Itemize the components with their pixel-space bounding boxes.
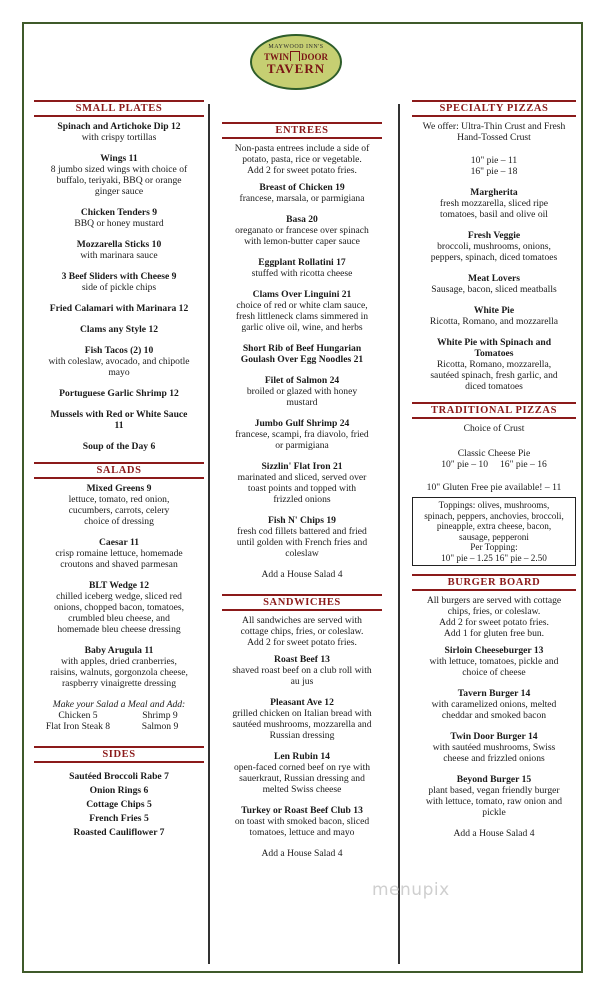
menu-item-description: broiled or glazed with honey: [246, 386, 358, 397]
menu-item: [34, 207, 204, 229]
menu-item-description: pickle: [482, 807, 506, 818]
menu-item: [34, 409, 204, 431]
menu-item-name: 3 Beef Sliders with Cheese 9: [61, 271, 177, 282]
menu-item: [222, 289, 382, 333]
salads-heading: SALADS: [34, 462, 204, 479]
menu-item: [222, 375, 382, 408]
entrees-house-salad: Add a House Salad 4: [261, 569, 343, 580]
menu-item-description: buffalo, teriyaki, BBQ or orange: [56, 175, 182, 186]
side-item: Sautéed Broccoli Rabe 7: [69, 771, 169, 782]
note-line: Non-pasta entrees include a side of: [234, 143, 370, 154]
menu-item-description: Sausage, bacon, sliced meatballs: [431, 284, 557, 295]
entrees-list: [222, 182, 382, 559]
small-plates-heading: SMALL PLATES: [34, 100, 204, 117]
menu-item-name: Roast Beef 13: [274, 654, 330, 665]
burger-house-salad: Add a House Salad 4: [453, 828, 535, 839]
menu-item-description: frizzled onions: [273, 494, 331, 505]
menu-item: [412, 688, 576, 721]
salad-addon-row: [34, 710, 204, 721]
menu-item: [34, 580, 204, 635]
salad-addon: Chicken 5: [58, 710, 98, 721]
door-icon: [290, 51, 300, 61]
burger-note: [412, 595, 576, 639]
logo-inn-text: MAYWOOD INN'S: [268, 44, 324, 50]
burger-board-heading: BURGER BOARD: [412, 574, 576, 591]
note-line: Add 2 for sweet potato fries.: [247, 637, 357, 648]
menu-item-description: cucumbers, carrots, celery: [68, 505, 170, 516]
note-line: potato, pasta, rice or vegetable.: [242, 154, 362, 165]
menu-item-name: Basa 20: [286, 214, 318, 225]
gluten-free-note: 10" Gluten Free pie available! – 11: [426, 482, 562, 493]
menu-item: [34, 303, 204, 314]
specialty-note: [412, 121, 576, 143]
menu-item-name: Margherita: [470, 187, 518, 198]
menu-item: [222, 182, 382, 204]
note-line: We offer: Ultra-Thin Crust and Fresh: [422, 121, 566, 132]
topping-line: pineapple, extra cheese, bacon,: [436, 521, 552, 531]
menu-item-description: choice of dressing: [84, 516, 154, 527]
entrees-heading: ENTREES: [222, 122, 382, 139]
menu-item: [222, 751, 382, 795]
menu-item: [222, 343, 382, 365]
menu-item: [34, 153, 204, 197]
side-item: Cottage Chips 5: [86, 799, 152, 810]
menu-item-name: Breast of Chicken 19: [259, 182, 345, 193]
menu-item-description: melted Swiss cheese: [262, 784, 342, 795]
menu-item-description: with marinara sauce: [80, 250, 158, 261]
note-line: Add 1 for gluten free bun.: [443, 628, 545, 639]
menu-item-name: Beyond Burger 15: [456, 774, 532, 785]
menu-item-name: Sizzlin' Flat Iron 21: [261, 461, 343, 472]
menu-item-description: choice of cheese: [462, 667, 526, 678]
menu-item: [412, 187, 576, 220]
menu-item-description: lettuce, tomato, red onion,: [68, 494, 170, 505]
column-right: [412, 100, 576, 839]
side-item: French Fries 5: [89, 813, 149, 824]
menu-item-description: au jus: [290, 676, 314, 687]
menu-item-name: Short Rib of Beef Hungarian: [242, 343, 362, 354]
menu-item-description: francese, marsala, or parmigiana: [239, 193, 365, 204]
menu-item: [222, 697, 382, 741]
menu-item-description: broccoli, mushrooms, onions,: [437, 241, 551, 252]
menu-item-description: peppers, spinach, diced tomatoes: [430, 252, 558, 263]
topping-line: Per Topping:: [470, 542, 518, 552]
menu-item-description: raisins, walnuts, gorgonzola cheese,: [50, 667, 188, 678]
menu-item-description: croutons and shaved parmesan: [60, 559, 178, 570]
menu-item-name: Mixed Greens 9: [86, 483, 152, 494]
menu-item-description: sautéed mushrooms, mozzarella and: [232, 719, 372, 730]
topping-line: Toppings: olives, mushrooms,: [438, 500, 550, 510]
menu-item-description: stuffed with ricotta cheese: [251, 268, 353, 279]
menu-item-name: Turkey or Roast Beef Club 13: [241, 805, 363, 816]
menu-item-description: tomatoes, basil and olive oil: [440, 209, 548, 220]
menu-item-description: with caramelized onions, melted: [431, 699, 557, 710]
menu-item-description: diced tomatoes: [465, 381, 523, 392]
twin-door-tavern-logo: [250, 34, 342, 90]
sandwiches-list: [222, 654, 382, 838]
menu-item-name: Fresh Veggie: [467, 230, 521, 241]
small-plates-list: [34, 121, 204, 452]
specialty-pizzas-heading: SPECIALTY PIZZAS: [412, 100, 576, 117]
menu-item-name: Mussels with Red or White Sauce: [50, 409, 188, 420]
side-item: Roasted Cauliflower 7: [73, 827, 165, 838]
sandwiches-house-salad: Add a House Salad 4: [261, 848, 343, 859]
menu-item-description: side of pickle chips: [81, 282, 157, 293]
menu-item-description: toast points and topped with: [247, 483, 357, 494]
salad-addons: [34, 710, 204, 732]
menu-item-description: on toast with smoked bacon, sliced: [234, 816, 370, 827]
logo-tavern-text: TAVERN: [266, 61, 326, 76]
logo-door-text: DOOR: [301, 52, 328, 62]
menu-item-name: Fish N' Chips 19: [268, 515, 336, 526]
menu-item-description: fresh littleneck clams simmered in: [235, 311, 369, 322]
column-middle: [222, 122, 382, 859]
menu-item: [34, 537, 204, 570]
burger-list: [412, 645, 576, 818]
salad-addon-row: [34, 721, 204, 732]
menu-item: [222, 515, 382, 559]
topping-line: 10" pie – 1.25 16" pie – 2.50: [441, 552, 547, 563]
sandwiches-heading: SANDWICHES: [222, 594, 382, 611]
menu-item-description: coleslaw: [285, 548, 319, 559]
column-divider: [208, 104, 210, 964]
menu-item-name: Spinach and Artichoke Dip 12: [57, 121, 181, 132]
salad-addon: Salmon 9: [141, 721, 179, 732]
salad-addon: Flat Iron Steak 8: [45, 721, 111, 732]
menu-item: [412, 305, 576, 327]
menu-item-name: Sirloin Cheeseburger 13: [444, 645, 544, 656]
menu-item-description: with crispy tortillas: [81, 132, 157, 143]
menu-item-description: Ricotta, Romano, and mozzarella: [429, 316, 559, 327]
toppings-box: [412, 497, 576, 566]
menu-item-description: with lettuce, tomato, raw onion and: [425, 796, 563, 807]
menu-item-name: Fried Calamari with Marinara 12: [49, 303, 189, 314]
menu-item-name: Tavern Burger 14: [457, 688, 531, 699]
menu-item-description: with coleslaw, avocado, and chipotle: [48, 356, 190, 367]
menu-item: [222, 257, 382, 279]
menu-item-name: Baby Arugula 11: [84, 645, 154, 656]
menu-item: [222, 654, 382, 687]
menu-item: [412, 645, 576, 678]
menu-item: [34, 121, 204, 143]
menu-item: [34, 239, 204, 261]
menu-item-description: fresh mozzarella, sliced ripe: [439, 198, 549, 209]
menu-item: [34, 345, 204, 378]
menu-item-description: fresh cod fillets battered and fried: [237, 526, 367, 537]
entrees-note: [222, 143, 382, 176]
traditional-pizzas-heading: TRADITIONAL PIZZAS: [412, 402, 576, 419]
menu-item-description: with lemon-butter caper sauce: [244, 236, 360, 247]
menu-item-description: with lettuce, tomatoes, pickle and: [429, 656, 559, 667]
menu-item: [412, 337, 576, 392]
menu-item-description: ginger sauce: [94, 186, 144, 197]
menu-item: [34, 388, 204, 399]
menu-item-name: Filet of Salmon 24: [264, 375, 340, 386]
menu-item-name: Soup of the Day 6: [82, 441, 156, 452]
menu-item-description: BBQ or honey mustard: [74, 218, 164, 229]
menu-item-name: Tomatoes: [474, 348, 514, 359]
menu-item-description: Russian dressing: [269, 730, 335, 741]
menu-item-name: 11: [114, 420, 124, 431]
menu-item-description: open-faced corned beef on rye with: [233, 762, 371, 773]
menu-item-description: cheese and frizzled onions: [443, 753, 545, 764]
note-line: Add 2 for sweet potato fries.: [439, 617, 549, 628]
specialty-sizes: [412, 155, 576, 177]
menu-item: [34, 441, 204, 452]
menupix-watermark: menupix: [372, 880, 450, 900]
menu-item-name: Wings 11: [100, 153, 138, 164]
menu-item: [222, 805, 382, 838]
note-line: chips, fries, or coleslaw.: [447, 606, 541, 617]
menu-item-name: Jumbo Gulf Shrimp 24: [254, 418, 350, 429]
menu-item-description: or parmigiana: [275, 440, 329, 451]
menu-item-description: onions, chopped bacon, tomatoes,: [53, 602, 185, 613]
menu-item-description: crisp romaine lettuce, homemade: [55, 548, 183, 559]
menu-item: [222, 214, 382, 247]
menu-item-name: BLT Wedge 12: [88, 580, 150, 591]
note-line: cottage chips, fries, or coleslaw.: [240, 626, 364, 637]
topping-line: sausage, pepperoni: [459, 531, 529, 542]
menu-item-description: shaved roast beef on a club roll with: [232, 665, 372, 676]
classic-cheese-prices: 10" pie – 10 16" pie – 16: [441, 459, 547, 470]
menu-item-name: White Pie with Spinach and: [436, 337, 552, 348]
salad-addon-title: Make your Salad a Meal and Add:: [52, 699, 186, 710]
note-line: Add 2 for sweet potato fries.: [247, 165, 357, 176]
menu-item-name: Caesar 11: [98, 537, 140, 548]
menu-item: [412, 230, 576, 263]
menu-item: [222, 418, 382, 451]
classic-cheese-pie: Classic Cheese Pie: [457, 448, 531, 459]
menu-item-name: Goulash Over Egg Noodles 21: [240, 354, 364, 365]
menu-item-name: Pleasant Ave 12: [270, 697, 334, 708]
side-item: Onion Rings 6: [89, 785, 149, 796]
menu-item-description: sauerkraut, Russian dressing and: [239, 773, 365, 784]
specialty-pizzas-list: [412, 187, 576, 392]
menu-item-description: garlic olive oil, wine, and herbs: [241, 322, 363, 333]
column-divider: [398, 104, 400, 964]
menu-item: [222, 461, 382, 505]
menu-item-name: Meat Lovers: [468, 273, 520, 284]
menu-item: [412, 273, 576, 295]
menu-item: [34, 324, 204, 335]
menu-item-description: mayo: [108, 367, 130, 378]
menu-item-description: mustard: [286, 397, 318, 408]
menu-item-description: cheddar and smoked bacon: [441, 710, 547, 721]
menu-item-name: Eggplant Rollatini 17: [258, 257, 346, 268]
menu-item-description: crumbled bleu cheese, and: [68, 613, 170, 624]
traditional-note: Choice of Crust: [463, 423, 525, 434]
menu-item-description: with apples, dried cranberries,: [61, 656, 177, 667]
topping-line: spinach, peppers, anchovies, broccoli,: [424, 510, 564, 521]
sides-list: [34, 771, 204, 838]
pizza-size-price: 10" pie – 11: [470, 155, 518, 166]
menu-item-name: Mozzarella Sticks 10: [76, 239, 162, 250]
menu-item: [412, 774, 576, 818]
menu-item: [34, 483, 204, 527]
menu-item: [34, 271, 204, 293]
menu-item-description: sautéed spinach, fresh garlic, and: [430, 370, 558, 381]
menu-item-description: chilled iceberg wedge, sliced red: [56, 591, 182, 602]
sides-heading: SIDES: [34, 746, 204, 763]
menu-item: [34, 645, 204, 689]
menu-item-description: tomatoes, lettuce and mayo: [249, 827, 355, 838]
note-line: Hand-Tossed Crust: [457, 132, 531, 143]
menu-item-description: with sautéed mushrooms, Swiss: [432, 742, 556, 753]
column-left: [34, 100, 204, 841]
menu-item-description: 8 jumbo sized wings with choice of: [50, 164, 188, 175]
menu-item-description: raspberry vinaigrette dressing: [61, 678, 177, 689]
sandwiches-note: [222, 615, 382, 648]
menu-item-name: White Pie: [473, 305, 515, 316]
menu-item-name: Clams any Style 12: [79, 324, 159, 335]
menu-item-description: homemade bleu cheese dressing: [57, 624, 181, 635]
menu-item-description: until golden with French fries and: [236, 537, 368, 548]
menu-item: [412, 731, 576, 764]
menu-item-name: Clams Over Linguini 21: [252, 289, 352, 300]
menu-item-description: Ricotta, Romano, mozzarella,: [436, 359, 552, 370]
menu-item-name: Chicken Tenders 9: [80, 207, 158, 218]
menu-item-name: Portuguese Garlic Shrimp 12: [59, 388, 179, 399]
menu-item-name: Twin Door Burger 14: [450, 731, 538, 742]
note-line: All burgers are served with cottage: [426, 595, 562, 606]
menu-item-description: marinated and sliced, served over: [237, 472, 367, 483]
menu-item-description: choice of red or white clam sauce,: [236, 300, 368, 311]
pizza-size-price: 16" pie – 18: [470, 166, 518, 177]
note-line: All sandwiches are served with: [242, 615, 362, 626]
salad-addon: Shrimp 9: [142, 710, 178, 721]
salads-list: [34, 483, 204, 689]
menu-item-description: oreganato or francese over spinach: [235, 225, 369, 236]
menu-item-name: Fish Tacos (2) 10: [84, 345, 154, 356]
menu-item-description: plant based, vegan friendly burger: [428, 785, 560, 796]
logo-twin-text: TWIN: [263, 52, 289, 62]
menu-item-name: Len Rubin 14: [274, 751, 330, 762]
menu-item-description: francese, scampi, fra diavolo, fried: [235, 429, 369, 440]
menu-item-description: grilled chicken on Italian bread with: [232, 708, 372, 719]
